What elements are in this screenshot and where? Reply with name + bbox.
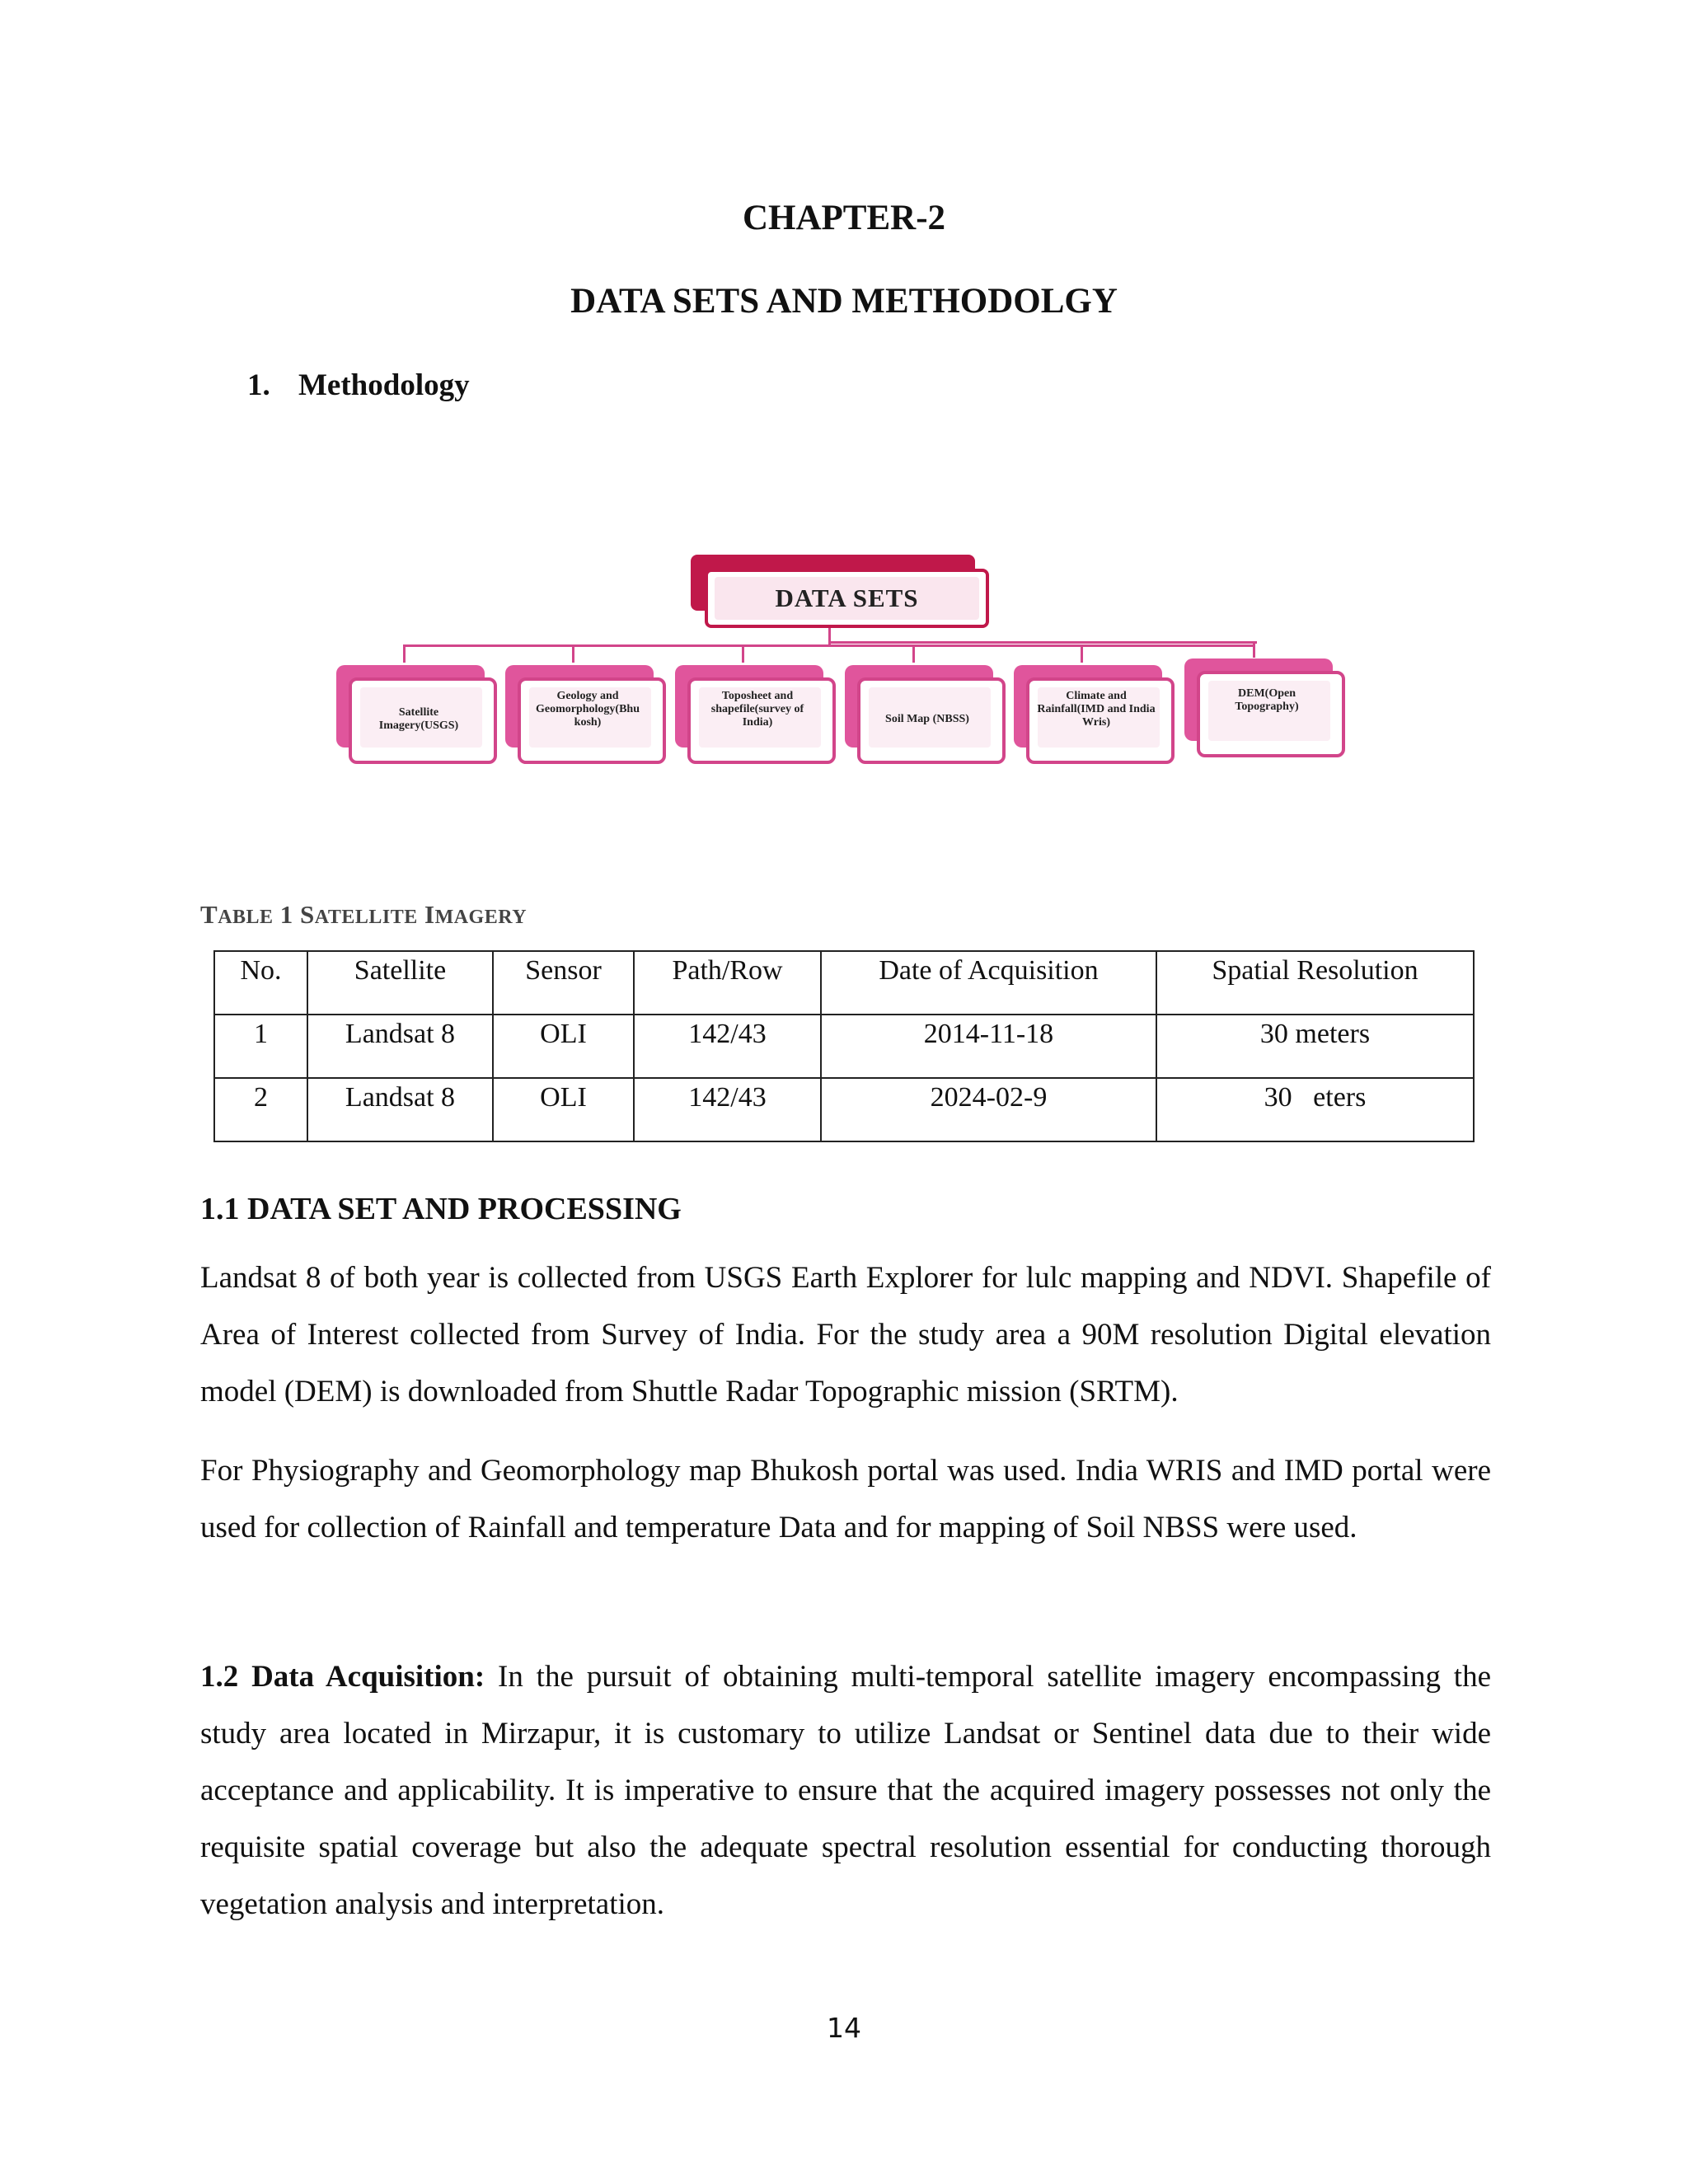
section-heading-1-2: 1.2 Data Acquisition: [200, 1660, 485, 1694]
table-row [214, 1078, 1474, 1141]
methodology-label: Methodology [298, 368, 470, 402]
chapter-title: DATA SETS AND METHODOLGY [570, 282, 1118, 321]
table-cell: OLI [493, 1015, 634, 1078]
paragraph: For Physiography and Geomorphology map Bhukosh portal was used. India WRIS and IMD portal were used for collection of Rainfall and temperature Data and for mapping of Soil NBSS were used. [200, 1454, 1491, 1544]
child-label-satellite: Satellite Imagery(USGS) [378, 705, 459, 732]
connector-bar-dem [828, 641, 1257, 644]
connector-drop [742, 644, 744, 663]
chapter-heading: CHAPTER-2 [742, 199, 946, 237]
paragraph-text: In the pursuit of obtaining multi-temporal satellite imagery encompassing the study area located in Mirzapur, it is customary to utilize Landsat or Sentinel data due to their wide acceptance and applicability. It is imperative to ensure that the acquired imagery possesses not only the requisite spatial coverage but also the adequate spectral resolution essential for conducting thorough vegetation analysis and interpretation. [200, 1660, 1491, 1921]
table-header-row [214, 951, 1474, 1015]
table-header: Date of Acquisition [821, 951, 1156, 1015]
connector-bar [403, 644, 1255, 647]
table-header: Spatial Resolution [1156, 951, 1474, 1015]
table-cell: 1 [214, 1015, 307, 1078]
table-cell: 142/43 [634, 1015, 821, 1078]
table-header: No. [214, 951, 307, 1015]
table-cell: 2014-11-18 [821, 1015, 1156, 1078]
child-label-geology: Geology and Geomorphology(Bhu kosh) [535, 689, 640, 729]
connector-drop [1253, 641, 1255, 658]
methodology-number: 1. [247, 368, 270, 402]
table-cell: Landsat 8 [307, 1078, 493, 1141]
table-header: Satellite [307, 951, 493, 1015]
caption-part: T [200, 900, 218, 929]
root-label: DATA SETS [775, 583, 919, 612]
caption-part: 1 S [273, 900, 315, 929]
paragraph-data-acquisition [200, 1648, 1491, 1933]
child-label-soil: Soil Map (NBSS) [885, 712, 969, 725]
table-cell: 30 meters [1156, 1015, 1474, 1078]
connector-drop [572, 644, 574, 663]
section-heading-1-1: 1.1 DATA SET AND PROCESSING [200, 1192, 682, 1226]
table-cell: 30 eters [1156, 1078, 1474, 1141]
child-label-climate: Climate and Rainfall(IMD and India Wris) [1037, 689, 1156, 729]
table-row [214, 1015, 1474, 1078]
satellite-imagery-table [213, 950, 1475, 1142]
connector-drop [1081, 644, 1083, 663]
connector-drop [403, 644, 406, 663]
caption-part: ABLE [218, 907, 274, 928]
table-header: Sensor [493, 951, 634, 1015]
page-number: 14 [827, 2012, 861, 2044]
child-label-dem: DEM(Open Topography) [1235, 687, 1299, 713]
table-cell: OLI [493, 1078, 634, 1141]
table-cell: Landsat 8 [307, 1015, 493, 1078]
caption-part: ATELLITE [314, 907, 418, 928]
datasets-diagram [0, 0, 1688, 783]
table-cell: 2 [214, 1078, 307, 1141]
caption-part: I [417, 900, 435, 929]
table-cell: 2024-02-9 [821, 1078, 1156, 1141]
paragraph: Landsat 8 of both year is collected from USGS Earth Explorer for lulc mapping and NDVI. Shapefile of Area of Interest collected from Survey of India. For the study area a 90M resolution Digital elevation model (DEM) is downloaded from Shuttle Radar Topographic mission (SRTM). [200, 1261, 1491, 1408]
child-label-toposheet: Toposheet and shapefile(survey of India) [710, 689, 804, 729]
connector-drop [912, 644, 915, 663]
table-caption [200, 900, 527, 930]
table-cell: 142/43 [634, 1078, 821, 1141]
caption-part: MAGERY [434, 907, 528, 928]
table-header: Path/Row [634, 951, 821, 1015]
